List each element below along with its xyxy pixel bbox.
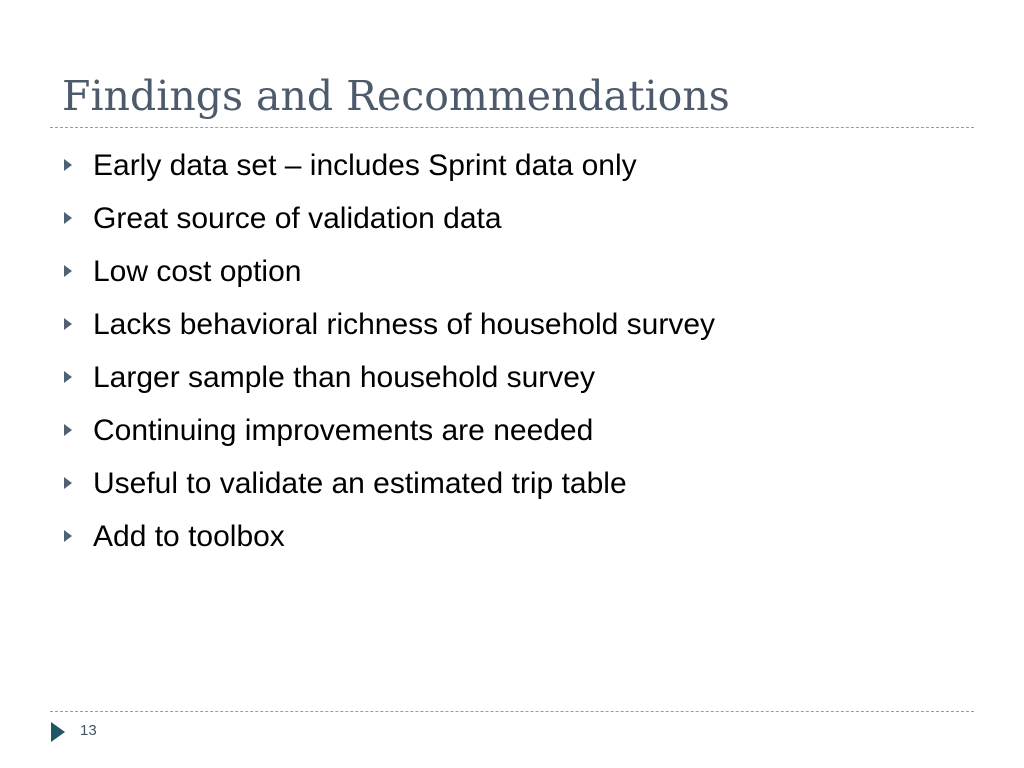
bullet-text: Continuing improvements are needed: [93, 414, 594, 447]
bullet-item: [0, 511, 1000, 564]
triangle-right-icon: [64, 530, 72, 542]
page-number: 13: [80, 722, 97, 739]
footer-triangle-icon: [51, 722, 65, 742]
triangle-right-icon: [64, 212, 72, 224]
bullet-text: Great source of validation data: [93, 202, 502, 235]
bullet-item: [0, 352, 1000, 405]
bullet-item: [0, 458, 1000, 511]
slide-title: Findings and Recommendations: [62, 72, 730, 120]
bullet-item: [0, 405, 1000, 458]
triangle-right-icon: [64, 477, 72, 489]
bullet-list: [0, 140, 1000, 564]
bullet-text: Add to toolbox: [93, 520, 285, 553]
bullet-text: Useful to validate an estimated trip table: [93, 467, 627, 500]
triangle-right-icon: [64, 159, 72, 171]
bullet-item: [0, 299, 1000, 352]
footer-divider: [50, 711, 974, 712]
bullet-text: Lacks behavioral richness of household survey: [93, 308, 716, 341]
bullet-item: [0, 246, 1000, 299]
title-divider: [50, 127, 974, 128]
bullet-item: [0, 193, 1000, 246]
triangle-right-icon: [64, 318, 72, 330]
triangle-right-icon: [64, 424, 72, 436]
bullet-text: Larger sample than household survey: [93, 361, 595, 394]
triangle-right-icon: [64, 265, 72, 277]
triangle-right-icon: [64, 371, 72, 383]
bullet-text: Low cost option: [93, 255, 302, 288]
bullet-text: Early data set – includes Sprint data only: [93, 149, 637, 182]
bullet-item: [0, 140, 1000, 193]
